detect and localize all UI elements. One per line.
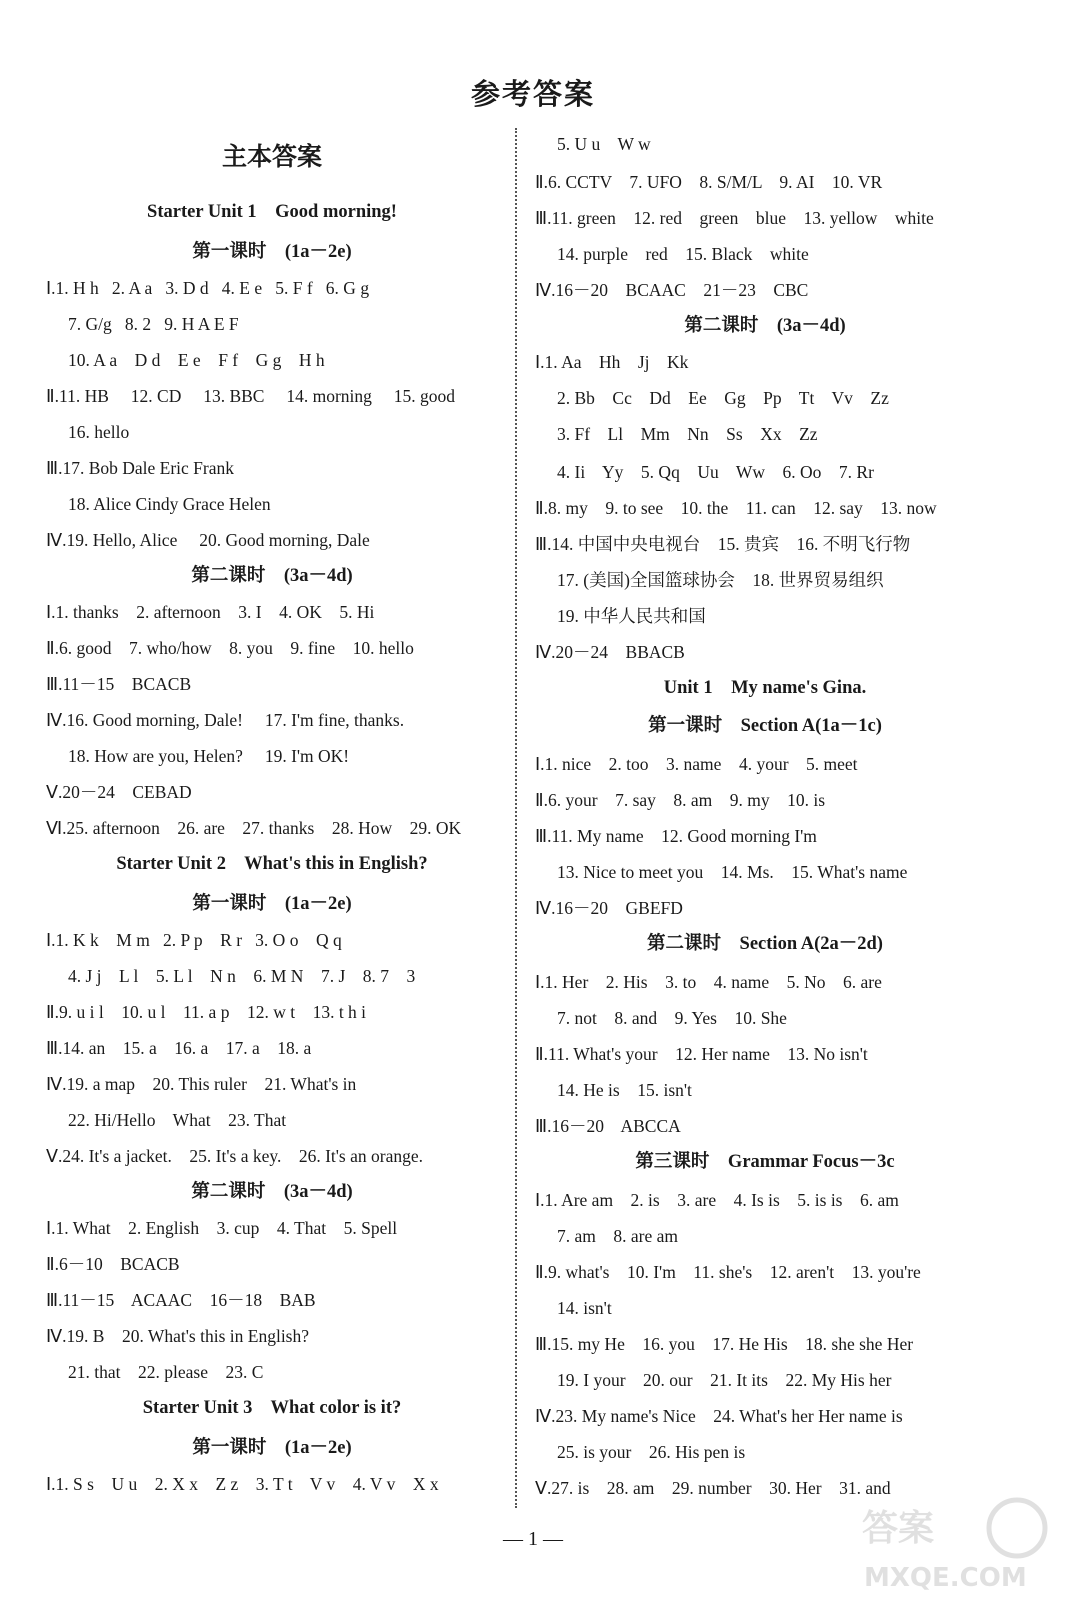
answer-line: Ⅲ.15. my He 16. you 17. He His 18. she she Her xyxy=(535,1334,914,1354)
answer-line: 19. 中华人民共和国 xyxy=(557,606,706,626)
answer-line: Ⅰ.1. Her 2. His 3. to 4. name 5. No 6. are xyxy=(535,972,882,992)
answer-line: 19. I your 20. our 21. It its 22. My His her xyxy=(557,1370,892,1390)
lesson-heading: Starter Unit 3 What color is it? xyxy=(142,1398,402,1418)
answer-line: Ⅲ.14. an 15. a 16. a 17. a 18. a xyxy=(46,1038,312,1058)
left-column xyxy=(46,0,498,1530)
answer-line: 16. hello xyxy=(68,422,130,442)
answer-line: 25. is your 26. His pen is xyxy=(557,1442,746,1462)
answer-line: Ⅱ.6－10 BCACB xyxy=(46,1254,180,1274)
lesson-heading: 第二课时 Section A(2a－2d) xyxy=(647,934,883,954)
svg-text:MXQE.COM: MXQE.COM xyxy=(864,1563,1027,1593)
answer-line: 21. that 22. please 23. C xyxy=(68,1362,264,1382)
answer-line: Ⅱ.6. CCTV 7. UFO 8. S/M/L 9. AI 10. VR xyxy=(535,172,883,192)
lesson-heading: 第三课时 Grammar Focus－3c xyxy=(635,1152,895,1172)
section-heading: 主本答案 xyxy=(221,142,323,171)
answer-line: Ⅲ.11. My name 12. Good morning I'm xyxy=(535,826,817,846)
answer-line: 14. He is 15. isn't xyxy=(557,1080,692,1100)
answer-line: Ⅱ.9. u i l 10. u l 11. a p 12. w t 13. t h i xyxy=(46,1002,367,1022)
answer-line: Ⅲ.11. green 12. red green blue 13. yellow white xyxy=(535,208,934,228)
answer-line: 7. am 8. are am xyxy=(557,1226,678,1246)
answer-line: Ⅰ.1. Are am 2. is 3. are 4. Is is 5. is is 6. am xyxy=(535,1190,899,1210)
answer-line: 14. purple red 15. Black white xyxy=(557,244,809,264)
answer-line: Ⅳ.20－24 BBACB xyxy=(535,642,685,662)
lesson-heading: 第一课时 (1a－2e) xyxy=(192,242,352,262)
answer-line: Ⅴ.27. is 28. am 29. number 30. Her 31. and xyxy=(535,1478,891,1498)
answer-line: Ⅰ.1. K k M m 2. P p R r 3. O o Q q xyxy=(46,930,342,950)
answer-line: Ⅳ.19. Hello, Alice 20. Good morning, Dale xyxy=(46,530,370,550)
answer-line: Ⅱ.11. What's your 12. Her name 13. No isn't xyxy=(535,1044,868,1064)
lesson-heading: 第二课时 (3a－4d) xyxy=(191,1182,353,1202)
svg-text:答案: 答案 xyxy=(862,1508,935,1549)
answer-line: Ⅰ.1. H h 2. A a 3. D d 4. E e 5. F f 6. G g xyxy=(46,278,370,298)
answer-line: Ⅰ.1. What 2. English 3. cup 4. That 5. Spell xyxy=(46,1218,398,1238)
answer-line: 10. A a D d E e F f G g H h xyxy=(68,350,325,370)
lesson-heading: Starter Unit 1 Good morning! xyxy=(147,202,397,222)
answer-line: Ⅲ.11－15 ACAAC 16－18 BAB xyxy=(46,1290,316,1310)
lesson-heading: 第二课时 (3a－4d) xyxy=(684,316,846,336)
lesson-heading: 第二课时 (3a－4d) xyxy=(191,566,353,586)
watermark-logo xyxy=(842,1488,1062,1598)
page-number: — 1 — xyxy=(503,1528,563,1550)
page-title: 参考答案 xyxy=(470,77,595,111)
answer-line: Ⅱ.11. HB 12. CD 13. BBC 14. morning 15. good xyxy=(46,386,456,406)
lesson-heading: 第一课时 (1a－2e) xyxy=(192,894,352,914)
answer-line: 18. Alice Cindy Grace Helen xyxy=(68,494,271,514)
answer-line: 18. How are you, Helen? 19. I'm OK! xyxy=(68,746,350,766)
answer-line: Ⅴ.24. It's a jacket. 25. It's a key. 26. It's an orange. xyxy=(46,1146,424,1166)
answer-line: Ⅰ.1. nice 2. too 3. name 4. your 5. meet xyxy=(535,754,858,774)
answer-line: Ⅳ.16－20 BCAAC 21－23 CBC xyxy=(535,280,809,300)
answer-line: Ⅰ.1. thanks 2. afternoon 3. I 4. OK 5. Hi xyxy=(46,602,375,622)
answer-line: Ⅱ.8. my 9. to see 10. the 11. can 12. say 13. now xyxy=(535,498,937,518)
answer-line: 4. Ii Yy 5. Qq Uu Ww 6. Oo 7. Rr xyxy=(557,462,874,482)
answer-line: Ⅲ.14. 中国中央电视台 15. 贵宾 16. 不明飞行物 xyxy=(535,534,911,554)
answer-line: 4. J j L l 5. L l N n 6. M N 7. J 8. 7 3 xyxy=(68,966,416,986)
lesson-heading: Unit 1 My name's Gina. xyxy=(663,678,867,698)
column-divider xyxy=(515,128,517,1508)
answer-line: 17. (美国)全国篮球协会 18. 世界贸易组织 xyxy=(557,570,884,590)
lesson-heading: 第一课时 (1a－2e) xyxy=(192,1438,352,1458)
answer-line: Ⅳ.19. a map 20. This ruler 21. What's in xyxy=(46,1074,357,1094)
answer-line: 22. Hi/Hello What 23. That xyxy=(68,1110,287,1130)
answer-line: 7. G/g 8. 2 9. H A E F xyxy=(68,314,239,334)
answer-line: 5. U u W w xyxy=(557,134,651,154)
answer-line: Ⅳ.16－20 GBEFD xyxy=(535,898,683,918)
answer-line: Ⅵ.25. afternoon 26. are 27. thanks 28. How 29. OK xyxy=(46,818,462,838)
answer-line: Ⅲ.16－20 ABCCA xyxy=(535,1116,681,1136)
answer-line: Ⅱ.9. what's 10. I'm 11. she's 12. aren't 13. you're xyxy=(535,1262,921,1282)
answer-line: Ⅰ.1. S s U u 2. X x Z z 3. T t V v 4. V v X x xyxy=(46,1474,439,1494)
lesson-heading: Starter Unit 2 What's this in English? xyxy=(116,854,428,874)
answer-line: Ⅳ.19. B 20. What's this in English? xyxy=(46,1326,310,1346)
right-column xyxy=(535,0,995,1530)
answer-line: 7. not 8. and 9. Yes 10. She xyxy=(557,1008,787,1028)
answer-line: Ⅴ.20－24 CEBAD xyxy=(46,782,192,802)
lesson-heading: 第一课时 Section A(1a－1c) xyxy=(648,716,882,736)
answer-line: Ⅰ.1. Aa Hh Jj Kk xyxy=(535,352,689,372)
answer-line: Ⅲ.11－15 BCACB xyxy=(46,674,192,694)
answer-line: 3. Ff Ll Mm Nn Ss Xx Zz xyxy=(557,424,818,444)
answer-line: 14. isn't xyxy=(557,1298,612,1318)
answer-line: Ⅳ.23. My name's Nice 24. What's her Her name is xyxy=(535,1406,903,1426)
answer-line: 13. Nice to meet you 14. Ms. 15. What's name xyxy=(557,862,908,882)
answer-line: Ⅱ.6. your 7. say 8. am 9. my 10. is xyxy=(535,790,826,810)
answer-line: Ⅳ.16. Good morning, Dale! 17. I'm fine, thanks. xyxy=(46,710,405,730)
answer-line: Ⅲ.17. Bob Dale Eric Frank xyxy=(46,458,234,478)
answer-line: Ⅱ.6. good 7. who/how 8. you 9. fine 10. hello xyxy=(46,638,414,658)
answer-line: 2. Bb Cc Dd Ee Gg Pp Tt Vv Zz xyxy=(557,388,889,408)
